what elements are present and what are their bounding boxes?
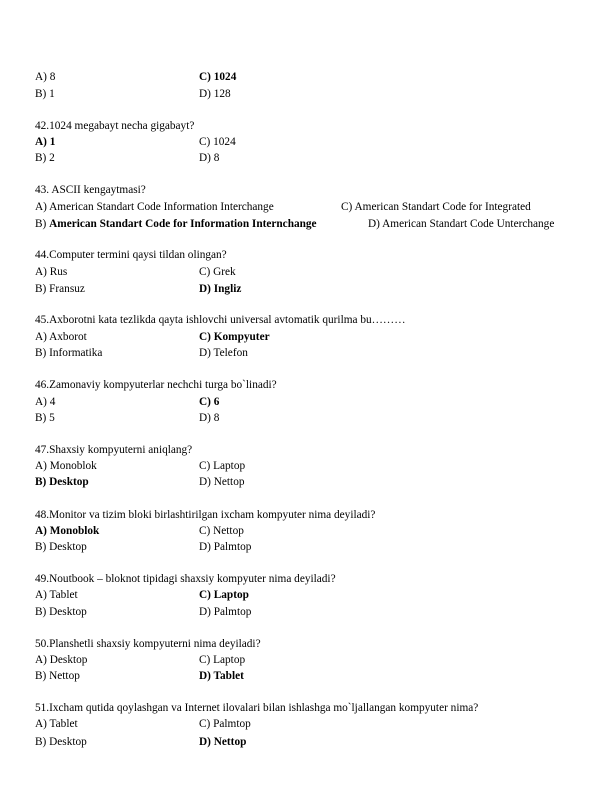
option-d: D) 128: [199, 88, 231, 100]
option-c-correct: C) Kompyuter: [199, 331, 270, 343]
question-47: 47.Shaxsiy kompyuterni aniqlang?: [35, 444, 193, 456]
option-d: D) Nettop: [199, 476, 245, 488]
option-c: C) American Standart Code for Integrated: [341, 201, 531, 213]
option-b: B) Fransuz: [35, 283, 85, 295]
question-48: 48.Monitor va tizim bloki birlashtirilgan ixcham kompyuter nima deyiladi?: [35, 509, 376, 521]
option-d-correct: D) Nettop: [199, 736, 247, 748]
option-a: A) 4: [35, 396, 56, 408]
option-b-correct: [35, 216, 317, 232]
option-d: D) American Standart Code Unterchange: [368, 218, 555, 230]
question-51: 51.Ixcham qutida qoylashgan va Internet ilovalari bilan ishlashga mo`ljallangan kompyuter nima?: [35, 702, 479, 714]
option-b: B) Desktop: [35, 606, 87, 618]
option-b: B) 5: [35, 412, 55, 424]
option-a: A) Desktop: [35, 654, 88, 666]
option-a-correct: A) 1: [35, 136, 56, 148]
option-c: C) 1024: [199, 136, 236, 148]
option-a: A) Tablet: [35, 589, 78, 601]
option-b: B) 1: [35, 88, 55, 100]
option-a: A) Rus: [35, 266, 68, 278]
option-a-correct: A) Monoblok: [35, 525, 100, 537]
option-c: C) Nettop: [199, 525, 244, 537]
option-a: A) 8: [35, 71, 56, 83]
question-46: 46.Zamonaviy kompyuterlar nechchi turga bo`linadi?: [35, 379, 277, 391]
option-b: B) Informatika: [35, 347, 103, 359]
option-a: A) Tablet: [35, 718, 78, 730]
option-c-correct: C) Laptop: [199, 589, 249, 601]
option-c: C) Laptop: [199, 654, 246, 666]
question-45: 45.Axborotni kata tezlikda qayta ishlovchi universal avtomatik qurilma bu………: [35, 314, 406, 326]
question-49: 49.Noutbook – bloknot tipidagi shaxsiy kompyuter nima deyiladi?: [35, 573, 336, 585]
option-a: A) Axborot: [35, 331, 87, 343]
question-44: 44.Computer termini qaysi tildan olingan?: [35, 249, 227, 261]
option-b: B) Desktop: [35, 541, 87, 553]
option-b-prefix: B): [35, 218, 50, 230]
option-b: B) Nettop: [35, 670, 80, 682]
option-d: D) 8: [199, 152, 220, 164]
option-d: D) Telefon: [199, 347, 248, 359]
question-42: 42.1024 megabayt necha gigabayt?: [35, 120, 195, 132]
option-c: C) Palmtop: [199, 718, 251, 730]
question-50: 50.Planshetli shaxsiy kompyuterni nima deyiladi?: [35, 638, 261, 650]
option-d-correct: D) Tablet: [199, 670, 244, 682]
option-c: C) Grek: [199, 266, 236, 278]
option-a: A) Monoblok: [35, 460, 97, 472]
option-d: D) 8: [199, 412, 220, 424]
question-43: 43. ASCII kengaytmasi?: [35, 184, 146, 196]
option-b-correct: B) Desktop: [35, 476, 89, 488]
option-b: B) Desktop: [35, 736, 87, 748]
option-a: A) American Standart Code Information Interchange: [35, 201, 274, 213]
option-c-correct: C) 6: [199, 396, 220, 408]
option-d-correct: D) Ingliz: [199, 283, 242, 295]
option-c: C) Laptop: [199, 460, 246, 472]
option-b: B) 2: [35, 152, 55, 164]
option-b-bold-text: American Standart Code for Information Internchange: [49, 218, 317, 230]
option-d: D) Palmtop: [199, 606, 252, 618]
option-d: D) Palmtop: [199, 541, 252, 553]
option-c-correct: C) 1024: [199, 71, 237, 83]
